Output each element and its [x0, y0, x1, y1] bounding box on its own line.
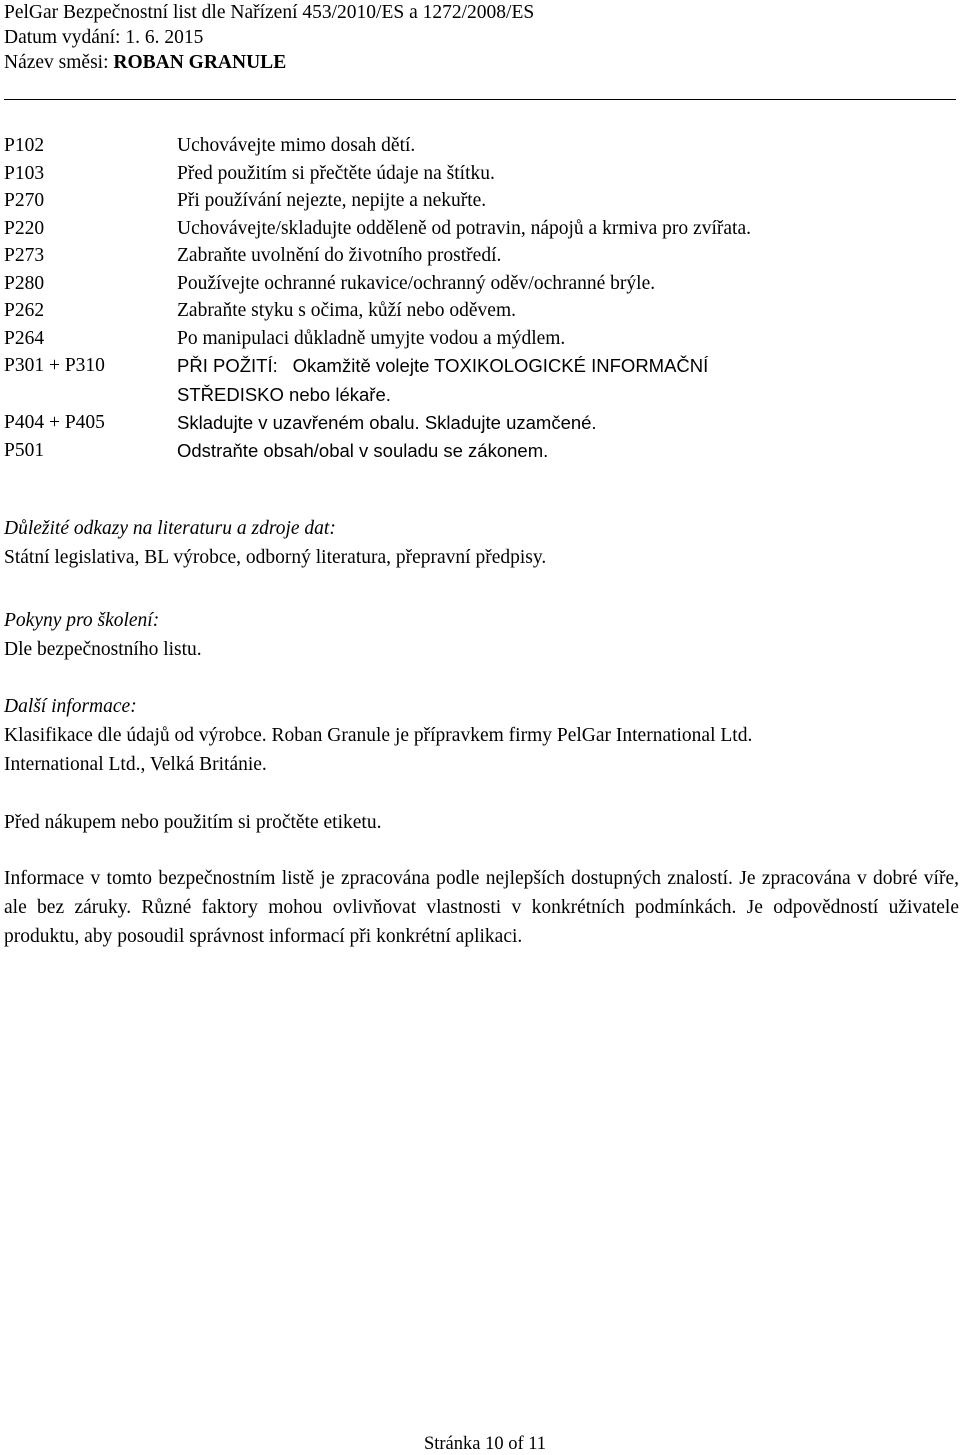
training-heading: Pokyny pro školení: — [4, 610, 160, 631]
statement-row — [4, 325, 956, 353]
statement-code: P404 + P405 — [4, 412, 105, 433]
disclaimer-paragraph: Informace v tomto bezpečnostním listě je zpracována podle nejlepších dostupných znalostí. Je zpracována v dobré víře, ale bez záruky. Různé faktory mohou ovlivňovat vlastnosti v konkrétních podmínkách. Je odpovědností uživatele produktu, aby posoudil správnost informací při konkrétní aplikaci. — [4, 868, 959, 947]
statement-code: P103 — [4, 162, 45, 184]
page-number: Stránka 10 of 11 — [423, 1434, 547, 1454]
statement-code: P273 — [4, 245, 45, 266]
training-body: Dle bezpečnostního listu. — [4, 639, 202, 660]
statement-text: Odstraňte obsah/obal v souladu se zákonem. — [177, 439, 549, 461]
header-title: PelGar Bezpečnostní list dle Nařízení 453/2010/ES a 1272/2008/ES — [4, 2, 535, 23]
statement-text: Zabraňte styku s očima, kůží nebo oděvem. — [177, 300, 516, 321]
statement-row — [4, 352, 956, 409]
statement-code: P270 — [4, 190, 45, 211]
header-product-value: ROBAN GRANULE — [113, 52, 287, 73]
statement-text-continuation: STŘEDISKO nebo lékaře. — [177, 383, 391, 405]
statement-text: Při používání nejezte, nepijte a nekuřte. — [177, 190, 487, 211]
header-divider — [4, 99, 956, 100]
precautionary-statements-list — [4, 132, 956, 464]
references-section — [4, 514, 956, 572]
header-product-name — [4, 50, 956, 75]
statement-row — [4, 132, 956, 160]
statement-text-main: Okamžitě volejte TOXIKOLOGICKÉ INFORMAČNÍ — [292, 355, 709, 376]
statement-text: Před použitím si přečtěte údaje na štítku. — [177, 162, 495, 184]
training-section — [4, 606, 956, 664]
further-info-line-2: International Ltd., Velká Británie. — [4, 754, 267, 775]
statement-code: P220 — [4, 217, 45, 239]
statement-text: Uchovávejte/skladujte odděleně od potravin, nápojů a krmiva pro zvířata. — [177, 217, 751, 239]
statement-code: P280 — [4, 272, 45, 294]
references-body: Státní legislativa, BL výrobce, odborný literatura, přepravní předpisy. — [4, 547, 547, 568]
statement-code: P301 + P310 — [4, 355, 105, 376]
statement-text: Používejte ochranné rukavice/ochranný oděv/ochranné brýle. — [177, 272, 656, 294]
statement-row — [4, 160, 956, 188]
statement-row — [4, 270, 956, 298]
statement-text: Uchovávejte mimo dosah dětí. — [177, 135, 416, 156]
purchase-note-text: Před nákupem nebo použitím si pročtěte etiketu. — [4, 812, 382, 833]
statement-code: P264 — [4, 327, 45, 349]
statement-row — [4, 409, 956, 437]
statement-text: Zabraňte uvolnění do životního prostředí. — [177, 245, 502, 266]
statement-code: P501 — [4, 439, 45, 461]
document-header — [4, 0, 956, 75]
statement-text: Skladujte v uzavřeném obalu. Skladujte uzamčené. — [177, 412, 597, 433]
statement-row — [4, 187, 956, 215]
further-info-line-1: Klasifikace dle údajů od výrobce. Roban Granule je přípravkem firmy PelGar International Ltd. — [4, 725, 753, 746]
statement-code: P102 — [4, 135, 45, 156]
statement-text-prefix: PŘI POŽITÍ: — [177, 355, 278, 376]
statement-text: Po manipulaci důkladně umyjte vodou a mýdlem. — [177, 327, 566, 349]
statement-row — [4, 437, 956, 465]
further-info-section — [4, 692, 956, 779]
statement-row — [4, 242, 956, 270]
statement-text — [177, 352, 956, 409]
header-product-label: Název směsi: — [4, 52, 114, 73]
header-issue-date: Datum vydání: 1. 6. 2015 — [4, 27, 204, 48]
statement-row — [4, 297, 956, 325]
purchase-note — [4, 808, 956, 837]
further-info-heading: Další informace: — [4, 696, 137, 717]
statement-code: P262 — [4, 300, 45, 321]
statement-row — [4, 215, 956, 243]
references-heading: Důležité odkazy na literaturu a zdroje dat: — [4, 518, 336, 539]
